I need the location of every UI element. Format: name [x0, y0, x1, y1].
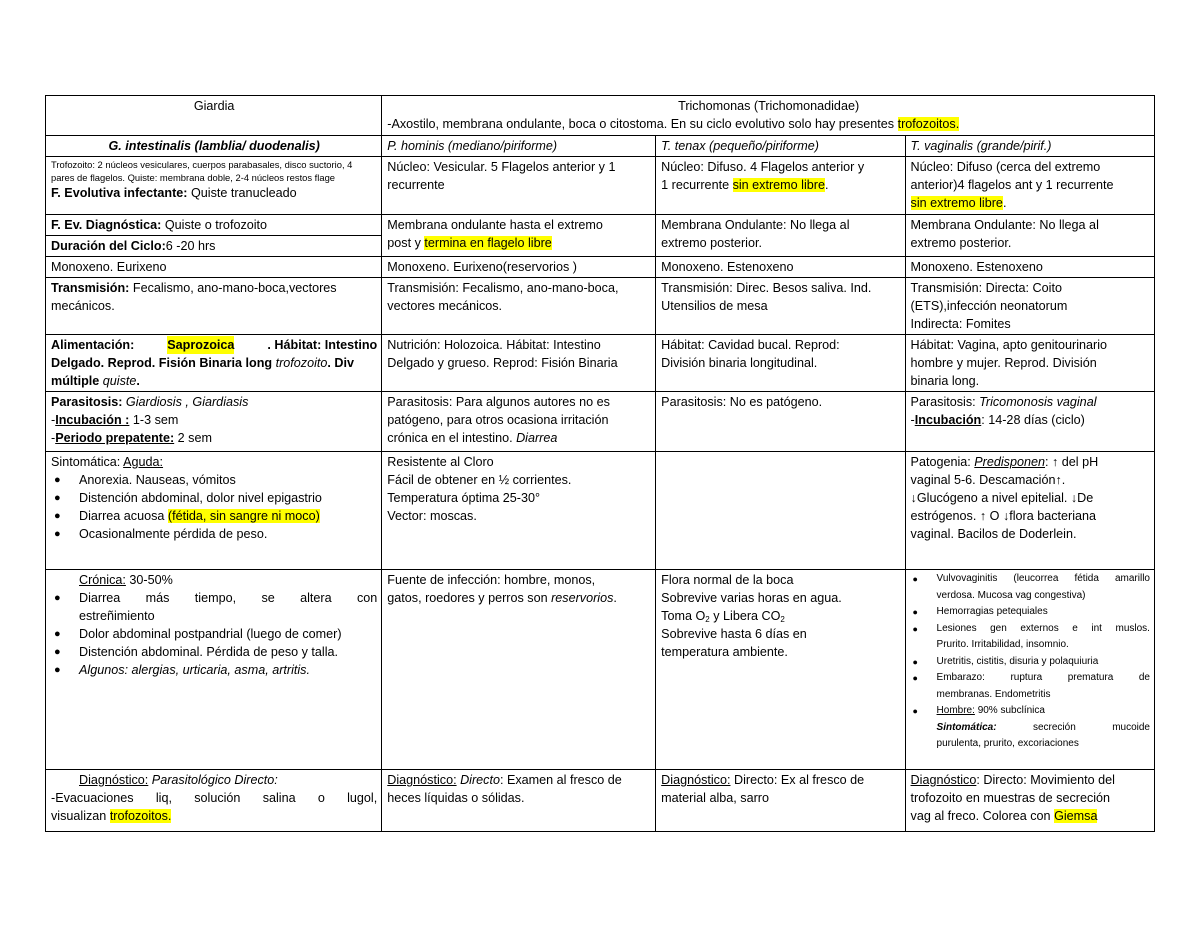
bullet-icon: ●: [912, 706, 918, 716]
cell-vaginalis-parasitosis: Parasitosis: Tricomonosis vaginal -Incubación: 14-28 días (ciclo): [905, 392, 1154, 452]
giardia-title: Giardia: [193, 99, 235, 113]
cell-hominis-transmision: Transmisión: Fecalismo, ano-mano-boca, vectores mecánicos.: [382, 278, 656, 335]
table-row-nucleo: [46, 157, 1155, 215]
cell-giardia-diagnostico: Diagnóstico: Parasitológico Directo: -Evacuaciones liq, solución salina o lugol, visualizan trofozoitos.: [46, 770, 382, 832]
list-item: ● Lesiones gen externos e int muslos. Prurito. Irritabilidad, insomnio.: [912, 622, 1150, 650]
table-row-xeno: [46, 257, 1155, 278]
list-item: ● Ocasionalmente pérdida de peso.: [54, 527, 268, 541]
bullet-icon: ●: [912, 574, 918, 584]
bullet-icon: ●: [912, 656, 918, 667]
cell-vaginalis-transmision: Transmisión: Directa: Coito (ETS),infección neonatorum Indirecta: Fomites: [905, 278, 1154, 335]
cell-giardia-nucleo: Trofozoito: 2 núcleos vesiculares, cuerpos parabasales, disco suctorio, 4 pares de flagelos. Quiste: membrana doble, 2-4 núcleos restos flage F. Evolutiva infectante: Quiste tranucleado: [46, 157, 382, 215]
bullet-icon: ●: [54, 628, 61, 640]
cell-hominis-fuente: Fuente de infección: hombre, monos, gatos, roedores y perros son reservorios.: [382, 570, 656, 770]
bullet-icon: ●: [54, 474, 61, 486]
trichomonas-title: Trichomonas (Trichomonadidae): [678, 99, 860, 113]
table-row-habitat: [46, 335, 1155, 392]
cell-tenax-flora: Flora normal de la boca Sobrevive varias horas en agua. Toma $O_2$ y Libera $CO_2$ Sobrevive hasta 6 días en temperatura ambiente.: [656, 570, 905, 770]
cell-tenax-transmision: Transmisión: Direc. Besos saliva. Ind. Utensilios de mesa: [656, 278, 905, 335]
cell-giardia-transmision: Transmisión: Fecalismo, ano-mano-boca,vectores mecánicos.: [46, 278, 382, 335]
cell-vaginalis-xeno: Monoxeno. Estenoxeno: [905, 257, 1154, 278]
table-row-diag-form: [46, 215, 1155, 257]
cell-tenax-nucleo: Núcleo: Difuso. 4 Flagelos anterior y 1 recurrente sin extremo libre.: [656, 157, 905, 215]
cell-giardia-cronica: Crónica: 30-50% ● Diarrea más tiempo, se altera con estreñimiento ● Dolor abdominal postpandrial (luego de comer) ● Distención abdominal. Pérdida de peso y talla. ● Algunos: alergias, urticaria, asma, artritis.: [46, 570, 382, 770]
header-giardia: [46, 96, 382, 136]
comparison-table: [45, 95, 1155, 832]
cell-giardia-xeno: Monoxeno. Eurixeno: [46, 257, 382, 278]
bullet-icon: ●: [54, 492, 61, 504]
cell-hominis-membrana: Membrana ondulante hasta el extremo post y termina en flagelo libre: [382, 215, 656, 257]
species-hominis: P. hominis (mediano/piriforme): [382, 136, 656, 157]
list-item: ● Hemorragias petequiales: [911, 604, 1150, 621]
cell-vaginalis-habitat: Hábitat: Vagina, apto genitourinario hombre y mujer. Reprod. División binaria long.: [905, 335, 1154, 392]
cell-hominis-habitat: Nutrición: Holozoica. Hábitat: Intestino Delgado y grueso. Reprod: Fisión Binaria: [382, 335, 656, 392]
bullet-icon: ●: [912, 607, 918, 617]
list-item: ● Dolor abdominal postpandrial (luego de comer): [54, 627, 342, 641]
cell-vaginalis-diagnostico: Diagnóstico: Directo: Movimiento del trofozoito en muestras de secreción vag al freco. Colorea con Giemsa: [905, 770, 1154, 832]
list-item: ● Distención abdominal. Pérdida de peso y talla.: [54, 645, 339, 659]
list-item: ● Vulvovaginitis (leucorrea fétida amarillo verdosa. Mucosa vag congestiva): [912, 573, 1150, 601]
cell-vaginalis-patogenia: Patogenia: Predisponen: ↑ del pH vaginal 5-6. Descamación↑. ↓Glucógeno a nivel epitelial. ↓De estrógenos. ↑ O ↓flora bacteriana vaginal. Bacilos de Doderlein.: [905, 452, 1154, 570]
cell-giardia-parasitosis: Parasitosis: Giardiosis , Giardiasis -Incubación : 1-3 sem -Periodo prepatente: 2 sem: [46, 392, 382, 452]
cell-giardia-diag-form: F. Ev. Diagnóstica: Quiste o trofozoito Duración del Ciclo:6 -20 hrs: [46, 215, 382, 257]
list-item: ● Hombre: 90% subclínica Sintomática: secreción mucoide purulenta, prurito, excoriaciones: [912, 705, 1150, 749]
list-item: ● Algunos: alergias, urticaria, asma, artritis.: [54, 663, 310, 677]
cell-hominis-nucleo: Núcleo: Vesicular. 5 Flagelos anterior y 1 recurrente: [382, 157, 656, 215]
cell-tenax-diagnostico: Diagnóstico: Directo: Ex al fresco de material alba, sarro: [656, 770, 905, 832]
cell-vaginalis-nucleo: Núcleo: Difuso (cerca del extremo anterior)4 flagelos ant y 1 recurrente sin extremo libre.: [905, 157, 1154, 215]
table-row-sintomatica: [46, 452, 1155, 570]
cell-hominis-xeno: Monoxeno. Eurixeno(reservorios ): [382, 257, 656, 278]
cell-tenax-membrana: Membrana Ondulante: No llega al extremo posterior.: [656, 215, 905, 257]
list-item: ● Embarazo: ruptura prematura de membranas. Endometritis: [912, 672, 1150, 700]
bullet-icon: ●: [912, 623, 918, 634]
species-giardia: G. intestinalis (lamblia/ duodenalis): [46, 136, 382, 157]
cell-hominis-parasitosis: Parasitosis: Para algunos autores no es patógeno, para otros ocasiona irritación crónica en el intestino. Diarrea: [382, 392, 656, 452]
cell-hominis-diagnostico: Diagnóstico: Directo: Examen al fresco de heces líquidas o sólidas.: [382, 770, 656, 832]
header-trichomonas: [382, 96, 1155, 136]
table-row-diagnostico: [46, 770, 1155, 832]
species-tenax: T. tenax (pequeño/piriforme): [656, 136, 905, 157]
table-row-transmision: [46, 278, 1155, 335]
table-row-cronica: [46, 570, 1155, 770]
bullet-icon: ●: [54, 646, 61, 658]
table-row-header: [46, 96, 1155, 136]
bullet-icon: ●: [54, 592, 61, 604]
cell-tenax-xeno: Monoxeno. Estenoxeno: [656, 257, 905, 278]
list-item: ● Distención abdominal, dolor nivel epigastrio: [54, 491, 322, 505]
cell-tenax-parasitosis: Parasitosis: No es patógeno.: [656, 392, 905, 452]
cell-vaginalis-sintomas: [905, 570, 1154, 770]
table-row-species: [46, 136, 1155, 157]
cell-giardia-habitat: Alimentación: Saprozoica . Hábitat: Intestino Delgado. Reprod. Fisión Binaria long trofozoito. Div múltiple quiste.: [46, 335, 382, 392]
table-row-parasitosis: [46, 392, 1155, 452]
list-item: ● Uretritis, cistitis, disuria y polaquiuria: [911, 654, 1150, 671]
cell-tenax-empty: [656, 452, 905, 570]
bullet-icon: ●: [54, 664, 61, 676]
bullet-icon: ●: [912, 673, 918, 683]
cell-tenax-habitat: Hábitat: Cavidad bucal. Reprod: División binaria longitudinal.: [656, 335, 905, 392]
species-vaginalis: T. vaginalis (grande/pirif.): [905, 136, 1154, 157]
list-item: ● Diarrea acuosa (fétida, sin sangre ni moco): [54, 509, 320, 523]
cell-hominis-resistencia: Resistente al Cloro Fácil de obtener en ½ corrientes. Temperatura óptima 25-30° Vector: moscas.: [382, 452, 656, 570]
bullet-icon: ●: [54, 528, 61, 540]
list-item: ● Diarrea más tiempo, se altera con estreñimiento: [54, 591, 378, 623]
list-item: ● Anorexia. Nauseas, vómitos: [54, 473, 236, 487]
trichomonas-description: -Axostilo, membrana ondulante, boca o citostoma. En su ciclo evolutivo solo hay presentes trofozoitos.: [387, 117, 960, 131]
bullet-icon: ●: [54, 510, 61, 522]
cell-vaginalis-membrana: Membrana Ondulante: No llega al extremo posterior.: [905, 215, 1154, 257]
cell-giardia-aguda: Sintomática: Aguda: ● Anorexia. Nauseas, vómitos ● Distención abdominal, dolor nivel epigastrio ● Diarrea acuosa (fétida, sin sangre ni moco) ● Ocasionalmente pérdida de peso.: [46, 452, 382, 570]
